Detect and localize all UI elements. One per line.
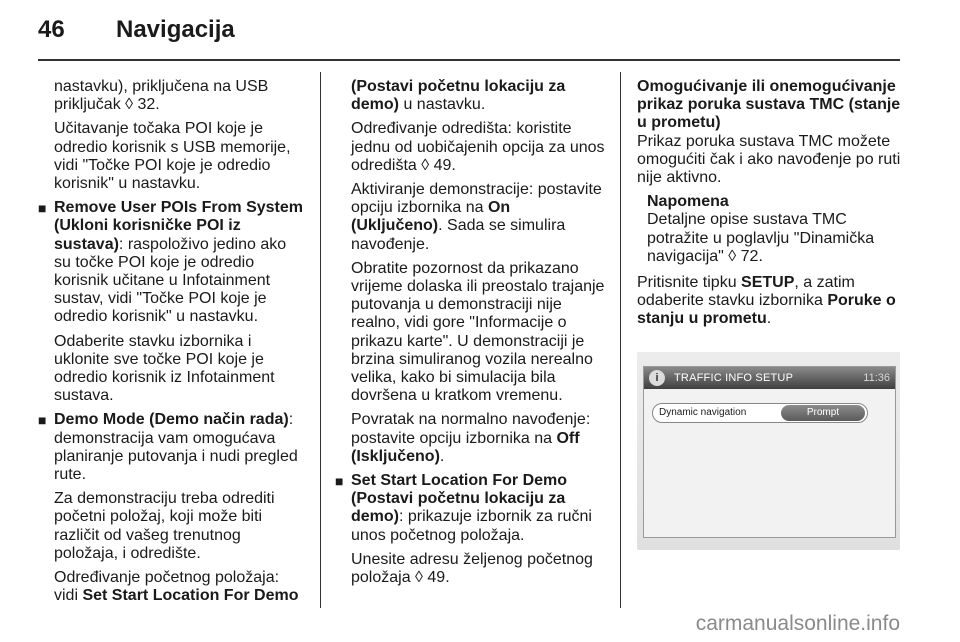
page-ref: 72. [740,247,763,265]
menu-item-name: Remove User POIs From System (Ukloni korisničke POI iz sustava) [54,199,303,253]
list-item: ■ Remove User POIs From System (Ukloni korisničke POI iz sustava): raspoloživo jedino ako su točke POI koje je odredio korisnik učitane u Infotainment sustav, vidi "Točke POI koje je odredio korisnik" u nastavku. [38,199,303,326]
page-ref: 32. [137,96,160,114]
setting-label: Dynamic navigation [659,407,747,418]
paragraph: Učitavanje točaka POI koje je odredio korisnik s USB memorije, vidi "Točke POI koje je odredio korisnik" u nastavku. [54,120,291,193]
info-icon: i [649,370,665,386]
column-right [637,78,903,335]
paragraph: Određivanje početnog položaja: vidi Set Start Location For Demo [54,569,299,605]
paragraph: (Postavi početnu lokaciju za demo) u nastavku. [351,78,566,114]
watermark: carmanualsonline.info [695,612,900,635]
screen-title: TRAFFIC INFO SETUP [674,372,794,384]
menu-item-name: Demo Mode (Demo način rada) [54,411,289,429]
paragraph: Aktiviranje demonstracije: postavite opciju izbornika na On (Uključeno). Sada se simulira navođenje. [351,181,602,253]
paragraph: nastavku), priključena na USB priključak ◊ 32. [54,78,269,114]
list-item: ■ Set Start Location For Demo (Postavi početnu lokaciju za demo): prikazuje izbornik za ručni unos početnog položaja. [335,472,592,544]
note-title: Napomena [647,193,729,211]
page-ref-icon: ◊ [415,569,423,587]
column-middle [335,78,605,593]
page-ref-icon: ◊ [421,156,430,174]
list-item: ■ Demo Mode (Demo način rada): demonstracija vam omogućava planiranje putovanja i nudi pregled rute. [38,411,298,484]
dynamic-navigation-setting[interactable] [652,403,868,423]
note-box [637,193,903,266]
paragraph: Određivanje odredišta: koristite jednu od uobičajenih opcija za unos odredišta ◊ 49. [351,120,605,174]
column-left [38,78,306,611]
paragraph: Odaberite stavku izbornika i uklonite sve točke POI koje je odredio korisnik iz Infotainment sustava. [54,332,275,405]
page-number: 46 [38,16,65,43]
paragraph: Obratite pozornost da prikazano vrijeme dolaska ili preostalo trajanje putovanja u demonstraciji nije realno, vidi gore "Informacije o prikazu karte". U demonstraciji je brzina simuliranog vozila nerealno velika, kako bi simulacija bila dovršena u kratkom vremenu. [351,259,605,405]
section-heading: Omogućivanje ili onemogućivanje prikaz poruka sustava TMC (stanje u prometu) [637,78,901,132]
bullet-icon: ■ [38,200,47,217]
page-header [0,0,960,60]
page-ref: 49. [433,156,456,174]
column-divider-left [320,72,321,608]
paragraph: Za demonstraciju treba odrediti početni položaj, koji može biti različit od vašeg trenutnog položaja, i odredište. [54,490,275,562]
bullet-icon: ■ [335,473,344,490]
paragraph: Povratak na normalno navođenje: postavite opciju izbornika na Off (Isključeno). [351,411,591,465]
bullet-icon: ■ [38,412,47,429]
setting-value-button[interactable]: Prompt [781,405,865,421]
page-ref-icon: ◊ [125,96,134,114]
page-ref: 49. [427,569,450,587]
infotainment-screenshot [637,352,900,550]
paragraph: Unesite adresu željenog početnog položaja ◊ 49. [351,550,593,587]
note-text: Detaljne opise sustava TMC potražite u poglavlju "Dinamička navigacija" ◊ 72. [647,211,875,265]
menu-item-name: Set Start Location For Demo (Postavi početnu lokaciju za demo) [351,472,568,526]
display-screen [643,366,896,538]
column-divider-right [620,72,621,608]
screen-clock: 11:36 [863,372,890,384]
header-rule [38,59,900,61]
page-title: Navigacija [116,16,235,43]
paragraph: Pritisnite tipku SETUP, a zatim odaberite stavku izbornika Poruke o stanju u prometu. [637,274,896,328]
screen-title-bar [644,367,895,389]
paragraph: Prikaz poruka sustava TMC možete omogućiti čak i ako navođenje po ruti nije aktivno. [637,132,901,187]
page-ref-icon: ◊ [728,247,737,265]
